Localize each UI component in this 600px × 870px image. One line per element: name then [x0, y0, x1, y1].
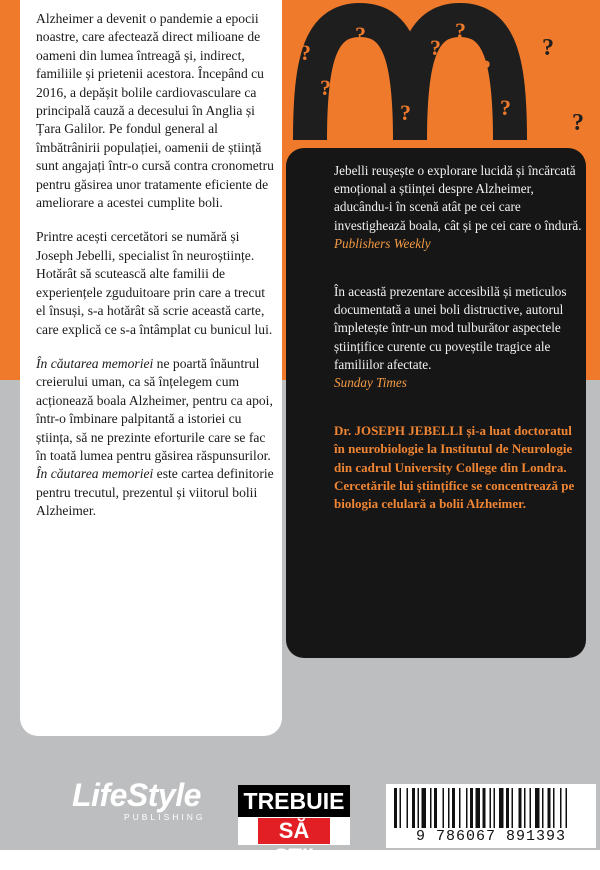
logo-line1: TREBUIE [238, 785, 350, 817]
barcode-bar [560, 788, 562, 828]
barcode-bar [418, 788, 420, 828]
question-mark: ? [375, 60, 386, 85]
barcode-bar [448, 788, 450, 828]
trebuie-sa-stii-logo [238, 785, 350, 869]
barcode-bar [548, 788, 551, 828]
question-mark: ? [355, 22, 366, 47]
barcode-bar [452, 788, 455, 828]
barcode-bar [412, 788, 415, 828]
barcode-bar [530, 788, 532, 828]
reviews-text [334, 162, 584, 513]
question-mark: ? [455, 18, 466, 43]
author-bio: Dr. JOSEPH JEBELLI și-a luat doctoratul în neurobiologie la Institutul de Neurologie din cadrul University College din Londra. Cercetările lui științifice se concentrează pe biologia celulară a bolii Alzheimer. [334, 423, 575, 512]
barcode-bar [443, 788, 445, 828]
paragraph: Alzheimer a devenit o pandemie a epocii noastre, care afectează direct milioane de oameni din lumea întreagă și, indirect, familiile și prietenii acestora. Începând cu 2016, a depășit bolile cardiovasculare ca principală cauză a decesului în Anglia și Țara Galilor. Pe fondul general al îmbătrânirii populației, oamenii de știință sunt angajați într-o cursă contra cronometru pentru găsirea unor tratamente eficiente de ameliorare a acestei cumplite boli. [36, 11, 274, 211]
review [334, 283, 584, 392]
review-source: Publishers Weekly [334, 235, 431, 251]
book-title: În căutarea memoriei [36, 355, 154, 371]
question-mark: ? [500, 95, 511, 120]
review-quote: În această prezentare accesibilă și meticulos documentată a unei boli distructive, autorul împletește într-un mod tulburător aspectele științifice curente cu poveștile tragice ale familiilor afectate. [334, 284, 567, 372]
brain-question-decoration [280, 0, 600, 150]
barcode-bar [434, 788, 437, 828]
barcode-bar [524, 788, 526, 828]
barcode-bar [470, 788, 473, 828]
review [334, 162, 584, 253]
barcode-bar [535, 788, 540, 828]
question-mark: ? [300, 40, 311, 65]
paragraph-text: este cartea definitorie pentru trecutul, prezentul și viitorul bolii Alzheimer. [36, 466, 274, 519]
barcode-bar [407, 788, 409, 828]
barcode-digits: 9 786067 891393 [415, 828, 567, 845]
barcode-bar [490, 788, 492, 828]
isbn-barcode [386, 784, 596, 848]
question-mark: ? [480, 55, 491, 80]
barcode-bar [506, 788, 509, 828]
barcode-bar [459, 788, 461, 828]
paragraph-text: ne poartă înăuntrul creierului uman, ca să înțelegem cum acționează boala Alzheimer, pentru ca apoi, într-o îmbinare palpitantă a istoriei cu știința, să ne prezinte eforturile care se fac în toată lumea pentru găsirea răspunsurilor. [36, 355, 273, 463]
barcode-bar [566, 788, 568, 828]
barcode-bar [422, 788, 427, 828]
book-title: În căutarea memoriei [36, 466, 154, 482]
paragraph: Printre acești cercetători se numără și Joseph Jebelli, specialist în neuroștiințe. Hotărât să scutească alte familii de experiențele zguduitoare prin care a trecut el însuși, s-a hotărât să scrie această carte, care explică ce s-a întâmplat cu bunicul lui. [36, 229, 273, 337]
question-mark: ? [542, 35, 554, 61]
description-text [36, 10, 274, 537]
barcode-bar [394, 788, 397, 828]
barcode-bar [430, 788, 432, 828]
logo-line2: SĂ ȘTII [258, 818, 330, 844]
barcode-bar [476, 788, 481, 828]
barcode-bar [499, 788, 504, 828]
review-source: Sunday Times [334, 375, 407, 391]
paragraph [36, 355, 274, 521]
barcode-bar [483, 788, 486, 828]
barcode-bar [400, 788, 402, 828]
question-mark: ? [572, 110, 584, 136]
review-quote: Jebelli reușește o explorare lucidă și încărcată emoțional a științei despre Alzheimer, aducându-i în scenă atât pe cei care investighează boala, cât și pe cei care o îndură. [334, 163, 582, 233]
barcode-bar [494, 788, 496, 828]
barcode-bar [519, 788, 522, 828]
question-mark: ? [320, 75, 331, 100]
barcode-bar [553, 788, 555, 828]
question-mark: ? [400, 100, 411, 125]
barcode-bar [512, 788, 514, 828]
logo-wordmark: LifeStyle [72, 777, 201, 813]
logo-subtitle: PUBLISHING [124, 812, 206, 822]
barcode-bar [542, 788, 544, 828]
question-mark: ? [430, 35, 441, 60]
barcode-bar [466, 788, 468, 828]
barcode-bars [394, 788, 588, 828]
lifestyle-publishing-logo [72, 778, 206, 822]
